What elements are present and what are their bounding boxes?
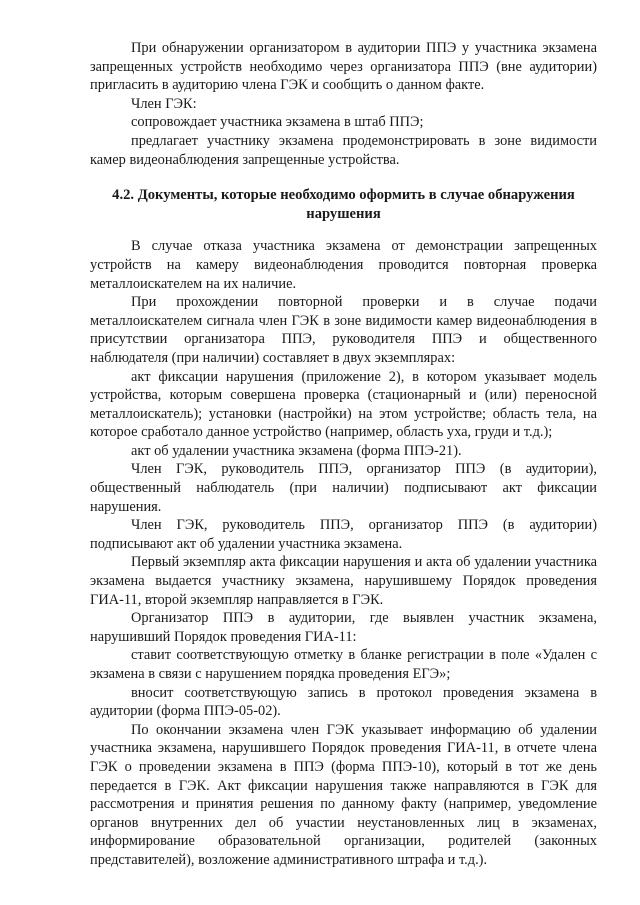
paragraph-registration-mark: ставит соответствующую отметку в бланке регистрации в поле «Удален с экзамена в связи с нарушением порядка проведения ЕГЭ»; [90,647,597,682]
paragraph-demonstrate-devices: предлагает участнику экзамена продемонстрировать в зоне видимости камер видеонаблюдения запрещенные устройства. [90,132,597,168]
paragraph-organizer-duties: Организатор ППЭ в аудитории, где выявлен участник экзамена, нарушивший Порядок проведения ГИА-11: [90,610,597,645]
section-heading: 4.2. Документы, которые необходимо оформить в случае обнаружения нарушения [112,187,575,222]
paragraph-copies-distribution: Первый экземпляр акта фиксации нарушения и акта об удалении участника экзамена выдается участнику экзамена, нарушившему Порядок проведения ГИА-11, второй экземпляр направляется в ГЭК. [90,554,597,608]
paragraph-detection-procedure: При обнаружении организатором в аудитории ППЭ у участника экзамена запрещенных устройств необходимо через организатора ППЭ (вне аудитории) пригласить в аудиторию члена ГЭК и сообщить о данном факте. [90,40,597,94]
paragraph-violation-act: акт фиксации нарушения (приложение 2), в котором указывает модель устройства, которым совершена проверка (стационарный и (или) переносной металлоискатель); установки (настройки) на этом устройстве; область тела, на которое сработало данное устройство (например, область уха, груди и т.д.); [90,368,597,441]
paragraph-protocol-entry: вносит соответствующую запись в протокол проведения экзамена в аудитории (форма ППЭ-05-02). [90,684,597,720]
paragraph-exam-end-report: По окончании экзамена член ГЭК указывает информацию об удалении участника экзамена, нарушившего Порядок проведения ГИА-11, в отчете члена ГЭК о проведении экзамена в ППЭ (форма ППЭ-10), который в тот же день передается в ГЭК. Акт фиксации нарушения также направляются в ГЭК для рассмотрения и принятия решения по данному факту (например, уведомление органов внутренних дел об участии неустановленных лиц в экзаменах, информирование образовательной организации, родителей (законных представителей), возложение административного штрафа и т.д.). [90,721,597,868]
paragraph-refusal-recheck: В случае отказа участника экзамена от демонстрации запрещенных устройств на камеру видеонаблюдения проводится повторная проверка металлоискателем на их наличие. [90,238,597,292]
paragraph-removal-act: акт об удалении участника экзамена (форма ППЭ-21). [131,442,462,459]
paragraph-recheck-signal: При прохождении повторной проверки и в случае подачи металлоискателем сигнала член ГЭК в зоне видимости камер видеонаблюдения в присутствии организатора ППЭ, руководителя ППЭ и общественного наблюдателя (при наличии) составляет в двух экземплярах: [90,294,597,366]
paragraph-gek-member-label: Член ГЭК: [131,95,197,112]
paragraph-sign-violation-act: Член ГЭК, руководитель ППЭ, организатор ППЭ (в аудитории), общественный наблюдатель (при наличии) подписывают акт фиксации нарушения. [90,461,597,515]
paragraph-escort-to-hq: сопровождает участника экзамена в штаб ППЭ; [131,114,424,131]
paragraph-sign-removal-act: Член ГЭК, руководитель ППЭ, организатор ППЭ (в аудитории) подписывают акт об удалении участника экзамена. [90,517,597,552]
